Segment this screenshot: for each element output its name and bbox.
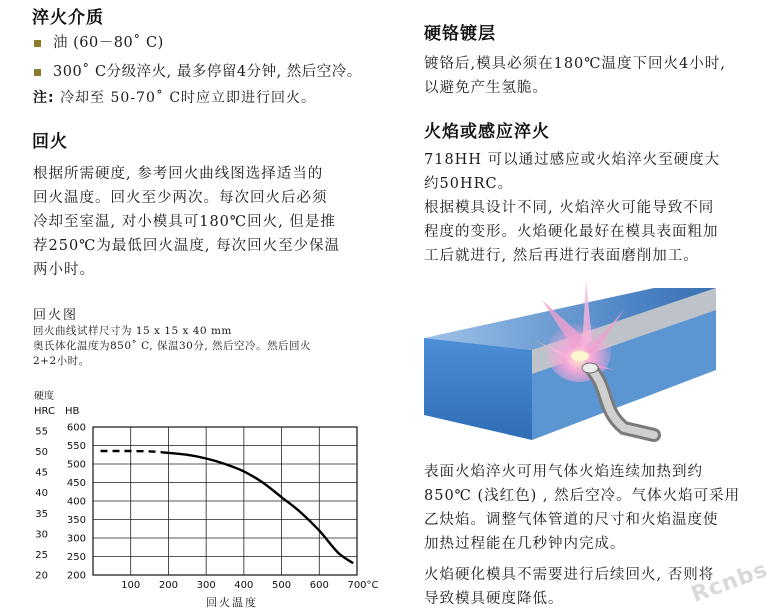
paragraph-line: 程度的变形。火焰硬化最好在模具表面粗加	[424, 224, 719, 240]
hrc-tick-label: 35	[35, 508, 48, 520]
chart-series	[101, 451, 354, 563]
x-tick-label: 300	[196, 580, 216, 591]
hb-axis-title: HB	[65, 406, 80, 417]
bullet-item	[34, 30, 362, 56]
bullet-square-icon	[34, 69, 41, 76]
paragraph-line: 回火温度。回火至少两次。每次回火后必须	[33, 190, 328, 206]
hrc-tick-label: 20	[35, 570, 48, 582]
bullet-square-icon	[34, 40, 41, 47]
paragraph-line: 火焰硬化模具不需要进行后续回火, 否则将	[424, 567, 715, 583]
x-tick-label: 200	[158, 580, 178, 591]
tempering-paragraph	[33, 162, 383, 282]
description-line: 2+2小时。	[33, 355, 90, 367]
paragraph-line: 根据所需硬度, 参考回火曲线图选择适当的	[33, 166, 324, 182]
hb-tick-label: 450	[66, 478, 86, 489]
hb-tick-label: 600	[66, 422, 86, 434]
paragraph-line: 两小时。	[33, 262, 95, 278]
tempering-heading: 回火	[32, 132, 68, 152]
paragraph-line: 850℃ (浅红色) , 然后空冷。气体火焰可采用	[424, 488, 741, 504]
x-tick-label: 400	[234, 580, 254, 591]
paragraph-line: 表面火焰淬火可用气体火焰连续加热到约	[424, 464, 703, 480]
chrome-plating-heading: 硬铬镀层	[424, 24, 496, 44]
bullet-item	[34, 59, 362, 85]
torch-nozzle-icon	[582, 363, 598, 373]
hb-tick-label: 350	[66, 515, 86, 526]
paragraph-line: 荐250℃为最低回火温度, 每次回火至少保温	[33, 238, 341, 254]
tempering-curve-chart	[0, 385, 400, 612]
series-line-solid	[161, 452, 353, 563]
paragraph-line: 乙炔焰。调整气体管道的尺寸和火焰温度使	[424, 512, 719, 528]
hrc-tick-label: 40	[35, 488, 48, 500]
hrc-axis-title: HRC	[34, 406, 55, 417]
quench-bullet-list	[34, 30, 362, 85]
hb-tick-label: 500	[66, 459, 86, 471]
bullet-text: 油 (60－80˚ C)	[53, 35, 164, 51]
hb-tick-label: 300	[66, 533, 86, 545]
x-tick-label: 600	[309, 580, 329, 591]
flame-hardening-illustration	[424, 270, 724, 450]
hb-tick-labels	[67, 423, 86, 582]
series-line-dashed	[101, 451, 161, 452]
x-tick-label: 100	[121, 580, 141, 591]
paragraph-line: 718HH 可以通过感应或火焰淬火至硬度大	[424, 152, 721, 168]
quench-note	[33, 86, 316, 110]
surface-flame-paragraph	[424, 460, 772, 556]
note-text: 冷却至 50-70˚ C时应立即进行回火。	[60, 90, 317, 106]
hrc-tick-label: 45	[35, 467, 48, 479]
hrc-tick-label: 30	[35, 529, 48, 541]
description-line: 回火曲线试样尺寸为 15 x 15 x 40 mm	[33, 325, 232, 337]
description-line: 奥氏体化温度为850˚ C, 保温30分, 然后空冷。然后回火	[33, 340, 311, 352]
flame-hardening-paragraph	[424, 148, 772, 268]
flame-induction-heading: 火焰或感应淬火	[424, 122, 550, 142]
hrc-tick-labels	[35, 427, 48, 582]
watermark-logo: Rcnbs	[688, 557, 772, 608]
hb-tick-label: 200	[66, 570, 86, 582]
block-front-face	[424, 338, 532, 440]
chrome-plating-paragraph	[424, 52, 769, 100]
chart-title: 回火图	[33, 308, 79, 323]
paragraph-line: 约50HRC。	[424, 176, 514, 192]
chart-description	[33, 324, 383, 369]
note-label: 注:	[33, 90, 55, 106]
x-tick-label: 500	[272, 580, 292, 591]
paragraph-line: 冷却至室温, 对小模具可180℃回火, 但是推	[33, 214, 336, 230]
paragraph-line: 加热过程能在几秒钟内完成。	[424, 536, 626, 552]
chart-grid	[93, 427, 357, 575]
x-tick-labels	[121, 580, 378, 591]
paragraph-line: 导致模具硬度降低。	[424, 591, 564, 607]
flame-core-icon	[571, 351, 589, 361]
y-axis-label: 硬度	[34, 391, 54, 402]
x-tick-label: 700°C	[347, 580, 379, 591]
hb-tick-label: 250	[66, 552, 86, 563]
paragraph-line: 以避免产生氢脆。	[424, 80, 548, 96]
x-axis-label: 回火温度	[206, 596, 258, 609]
hrc-tick-label: 50	[35, 447, 48, 459]
paragraph-line: 根据模具设计不同, 火焰淬火可能导致不同	[424, 200, 715, 216]
paragraph-line: 工后就进行, 然后再进行表面磨削加工。	[424, 248, 699, 264]
paragraph-line: 镀铬后,模具必须在180℃温度下回火4小时,	[424, 56, 726, 72]
hb-tick-label: 400	[66, 496, 86, 508]
quench-medium-heading: 淬火介质	[32, 8, 104, 28]
hrc-tick-label: 55	[35, 426, 48, 438]
hrc-tick-label: 25	[35, 549, 48, 561]
bullet-text: 300˚ C分级淬火, 最多停留4分钟, 然后空冷。	[53, 64, 362, 80]
hb-tick-label: 550	[66, 441, 86, 452]
